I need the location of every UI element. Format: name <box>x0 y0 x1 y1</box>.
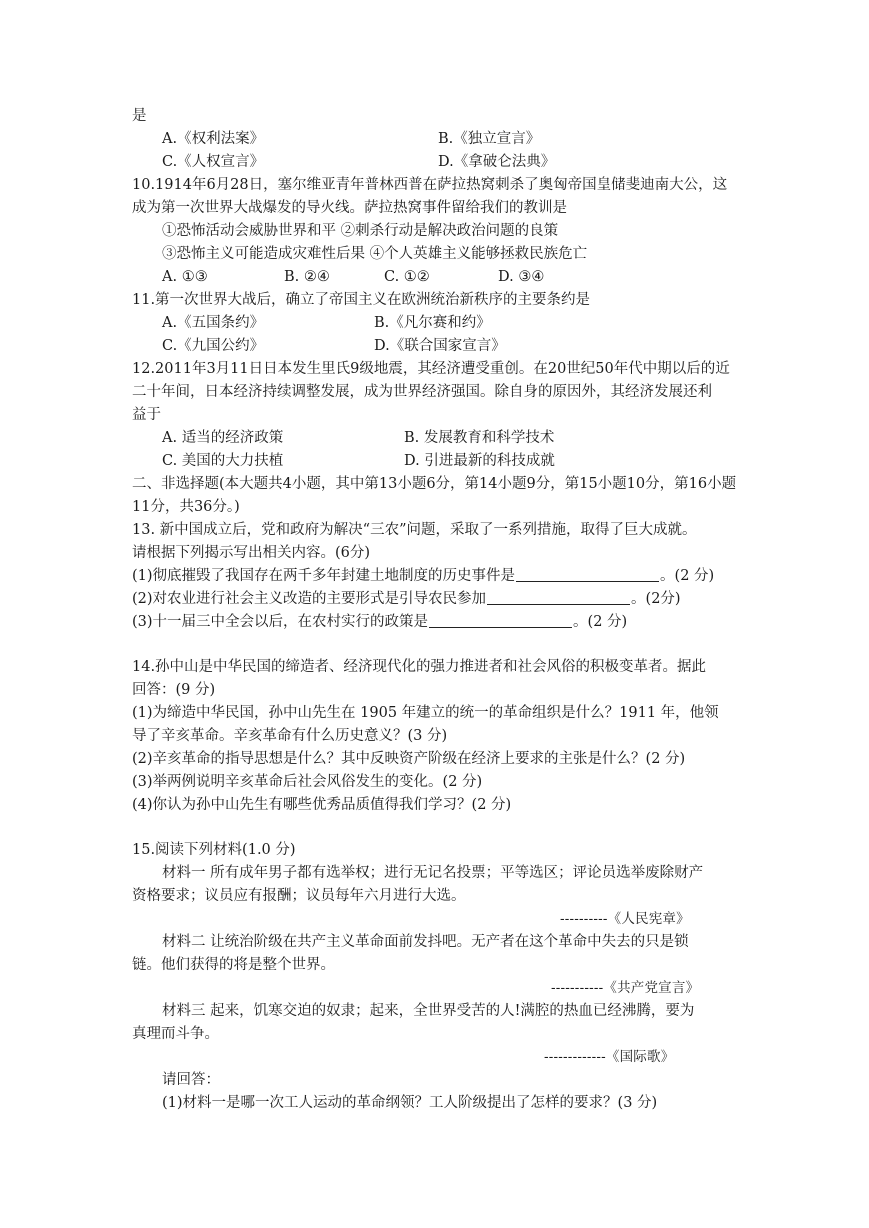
q10-option-d: D. ③④ <box>498 269 545 285</box>
q11-option-b: B.《凡尔赛和约》 <box>374 315 491 331</box>
q13-sub2 <box>132 589 681 609</box>
q15-material3-source: -------------《国际歌》 <box>544 1049 675 1065</box>
q12-option-d: D. 引进最新的科技成就 <box>404 453 555 469</box>
q9-option-c: C.《人权宣言》 <box>162 154 265 170</box>
q15-material1-line1: 材料一 所有成年男子都有选举权；进行无记名投票；平等选区；评论员选举废除财产 <box>162 865 704 881</box>
q13-stem-line1: 13. 新中国成立后，党和政府为解决“三农”问题，采取了一系列措施，取得了巨大成就。 <box>132 522 697 538</box>
q10-statement-line1: ①恐怖活动会威胁世界和平 ②刺杀行动是解决政治问题的良策 <box>162 223 559 239</box>
q10-statement-line2: ③恐怖主义可能造成灾难性后果 ④个人英雄主义能够拯救民族危亡 <box>162 246 588 262</box>
q10-option-a: A. ①③ <box>162 269 208 285</box>
q15-sub1: (1)材料一是哪一次工人运动的革命纲领？工人阶级提出了怎样的要求？(3 分) <box>162 1095 658 1111</box>
q9-stem-continuation: 是 <box>132 108 147 124</box>
q10-option-b: B. ②④ <box>284 269 330 285</box>
section2-heading-line1: 二、非选择题(本大题共4小题，其中第13小题6分，第14小题9分，第15小题10分，第16小题 <box>132 476 737 492</box>
q11-option-d: D.《联合国家宣言》 <box>374 338 506 354</box>
q13-sub1-text: (1)彻底摧毁了我国存在两千多年封建土地制度的历史事件是 <box>132 568 516 584</box>
q14-stem-line2: 回答：(9 分) <box>132 682 216 698</box>
q14-sub1-line1: (1)为缔造中华民国，孙中山先生在 1905 年建立的统一的革命组织是什么？1911 年，他领 <box>132 705 719 721</box>
q15-material3-line2: 真理而斗争。 <box>132 1026 219 1042</box>
section2-heading-line2: 11分，共36分。) <box>132 499 240 515</box>
q13-sub1 <box>132 566 714 586</box>
q10-stem-line2: 成为第一次世界大战爆发的导火线。萨拉热窝事件留给我们的教训是 <box>132 200 567 216</box>
q15-material3-line1: 材料三 起来，饥寒交迫的奴隶；起来，全世界受苦的人!满腔的热血已经沸腾，要为 <box>162 1003 695 1019</box>
q15-material2-line1: 材料二 让统治阶级在共产主义革命面前发抖吧。无产者在这个革命中失去的只是锁 <box>162 934 689 950</box>
q13-sub3-text: (3)十一届三中全会以后，在农村实行的政策是 <box>132 614 429 630</box>
q13-sub2-answer-blank[interactable] <box>487 590 630 605</box>
q9-option-b: B.《独立宣言》 <box>438 131 541 147</box>
q15-material1-line2: 资格要求；议员应有报酬；议员每年六月进行大选。 <box>132 888 466 904</box>
q13-sub1-answer-blank[interactable] <box>516 567 659 582</box>
q13-sub2-points: 。(2分) <box>631 591 681 607</box>
q15-prompt: 请回答： <box>162 1072 220 1088</box>
q11-option-c: C.《九国公约》 <box>162 338 265 354</box>
q11-option-a: A.《五国条约》 <box>162 315 265 331</box>
q12-option-b: B. 发展教育和科学技术 <box>404 430 555 446</box>
q15-stem: 15.阅读下列材料(1.0 分) <box>132 842 296 858</box>
q12-stem-line2: 二十年间，日本经济持续调整发展，成为世界经济强国。除自身的原因外，其经济发展还利 <box>132 384 712 400</box>
q14-sub3: (3)举两例说明辛亥革命后社会风俗发生的变化。(2 分) <box>132 774 483 790</box>
q14-sub2: (2)辛亥革命的指导思想是什么？其中反映资产阶级在经济上要求的主张是什么？(2 分) <box>132 751 686 767</box>
q13-sub3-answer-blank[interactable] <box>429 613 572 628</box>
q13-sub1-points: 。(2 分) <box>660 568 715 584</box>
q14-stem-line1: 14.孙中山是中华民国的缔造者、经济现代化的强力推进者和社会风俗的积极变革者。据此 <box>132 659 707 675</box>
q9-option-a: A.《权利法案》 <box>162 131 265 147</box>
q10-option-c: C. ①② <box>384 269 430 285</box>
q10-stem-line1: 10.1914年6月28日，塞尔维亚青年普林西普在萨拉热窝刺杀了奥匈帝国皇储斐迪南大公，这 <box>132 177 728 193</box>
q12-option-a: A. 适当的经济政策 <box>162 430 284 446</box>
q14-sub4: (4)你认为孙中山先生有哪些优秀品质值得我们学习？(2 分) <box>132 797 512 813</box>
q9-option-d: D.《拿破仑法典》 <box>438 154 556 170</box>
q14-sub1-line2: 导了辛亥革命。辛亥革命有什么历史意义？(3 分) <box>132 728 448 744</box>
q11-stem: 11.第一次世界大战后，确立了帝国主义在欧洲统治新秩序的主要条约是 <box>132 292 591 308</box>
q13-sub2-text: (2)对农业进行社会主义改造的主要形式是引导农民参加 <box>132 591 487 607</box>
q15-material2-line2: 链。他们获得的将是整个世界。 <box>132 957 335 973</box>
q13-sub3-points: 。(2 分) <box>573 614 628 630</box>
q12-stem-line1: 12.2011年3月11日日本发生里氏9级地震，其经济遭受重创。在20世纪50年代中期以后的近 <box>132 361 730 377</box>
q15-material1-source: ----------《人民宪章》 <box>560 911 690 927</box>
q13-sub3 <box>132 612 627 632</box>
q12-option-c: C. 美国的大力扶植 <box>162 453 284 469</box>
q12-stem-line3: 益于 <box>132 407 161 423</box>
q15-material2-source: -----------《共产党宣言》 <box>551 980 700 996</box>
q13-stem-line2: 请根据下列揭示写出相关内容。(6分) <box>132 545 371 561</box>
